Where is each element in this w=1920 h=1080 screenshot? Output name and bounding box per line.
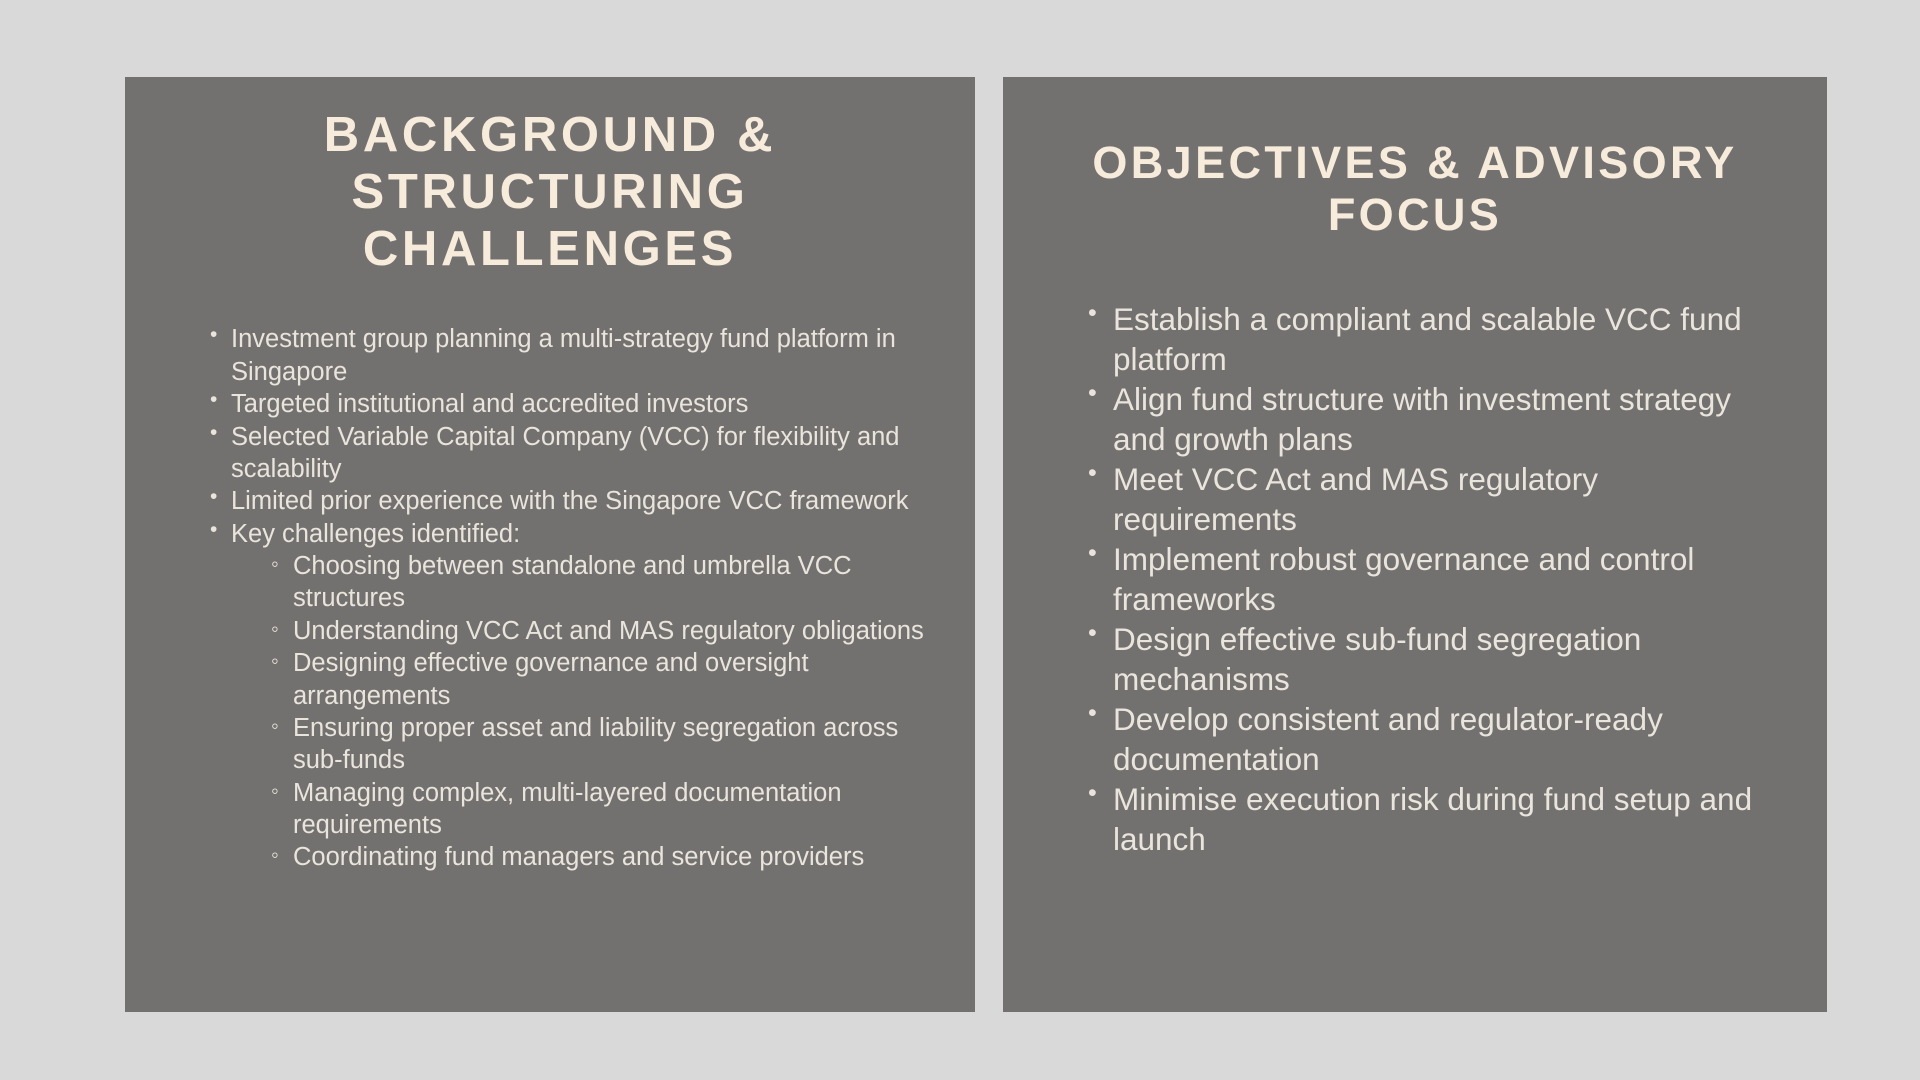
bullet-item <box>207 518 941 874</box>
panel-right-title: OBJECTIVES & ADVISORY FOCUS <box>1092 137 1738 241</box>
bullet-item <box>1085 459 1779 539</box>
bullet-item <box>207 421 941 486</box>
panel-background-and-structuring-challenges <box>125 77 975 1012</box>
bullet-text: Design effective sub-fund segregation mechanisms <box>1113 621 1642 698</box>
bullet-text: Limited prior experience with the Singapore VCC framework <box>231 487 909 516</box>
sub-bullet-item: ◦ Coordinating fund managers and service providers <box>269 841 941 873</box>
bullet-item <box>207 485 941 517</box>
bullet-text: Minimise execution risk during fund setup and launch <box>1113 781 1753 858</box>
bullet-item <box>207 388 941 420</box>
sub-bullet-item: ◦ Choosing between standalone and umbrella VCC structures <box>269 550 941 615</box>
sub-bullet-item: ◦ Designing effective governance and oversight arrangements <box>269 647 941 712</box>
bullet-item <box>1085 779 1779 859</box>
panel-right-bullet-list <box>1033 299 1797 859</box>
bullet-text: Meet VCC Act and MAS regulatory requirements <box>1113 461 1598 538</box>
panel-left-bullet-list <box>151 323 949 873</box>
bullet-text: Implement robust governance and control frameworks <box>1113 541 1695 618</box>
bullet-item <box>1085 699 1779 779</box>
bullet-text: Develop consistent and regulator-ready documentation <box>1113 701 1663 778</box>
panel-objectives-and-advisory-focus <box>1003 77 1827 1012</box>
panel-left-title: BACKGROUND & STRUCTURING CHALLENGES <box>323 108 777 276</box>
bullet-text: Key challenges identified: <box>231 519 521 548</box>
bullet-text: Align fund structure with investment strategy and growth plans <box>1113 381 1732 458</box>
bullet-item <box>1085 299 1779 379</box>
sub-bullet-list <box>231 550 941 874</box>
bullet-text: Selected Variable Capital Company (VCC) for flexibility and scalability <box>231 422 900 483</box>
bullet-text: Establish a compliant and scalable VCC fund platform <box>1113 301 1742 378</box>
sub-bullet-item: ◦ Managing complex, multi-layered documentation requirements <box>269 777 941 842</box>
bullet-item <box>1085 619 1779 699</box>
bullet-text: Investment group planning a multi-strategy fund platform in Singapore <box>231 325 896 386</box>
bullet-item <box>1085 539 1779 619</box>
sub-bullet-item: ◦ Ensuring proper asset and liability segregation across sub-funds <box>269 712 941 777</box>
bullet-item <box>207 323 941 388</box>
bullet-text: Targeted institutional and accredited investors <box>231 390 749 419</box>
sub-bullet-item: ◦ Understanding VCC Act and MAS regulatory obligations <box>269 615 941 647</box>
bullet-item <box>1085 379 1779 459</box>
